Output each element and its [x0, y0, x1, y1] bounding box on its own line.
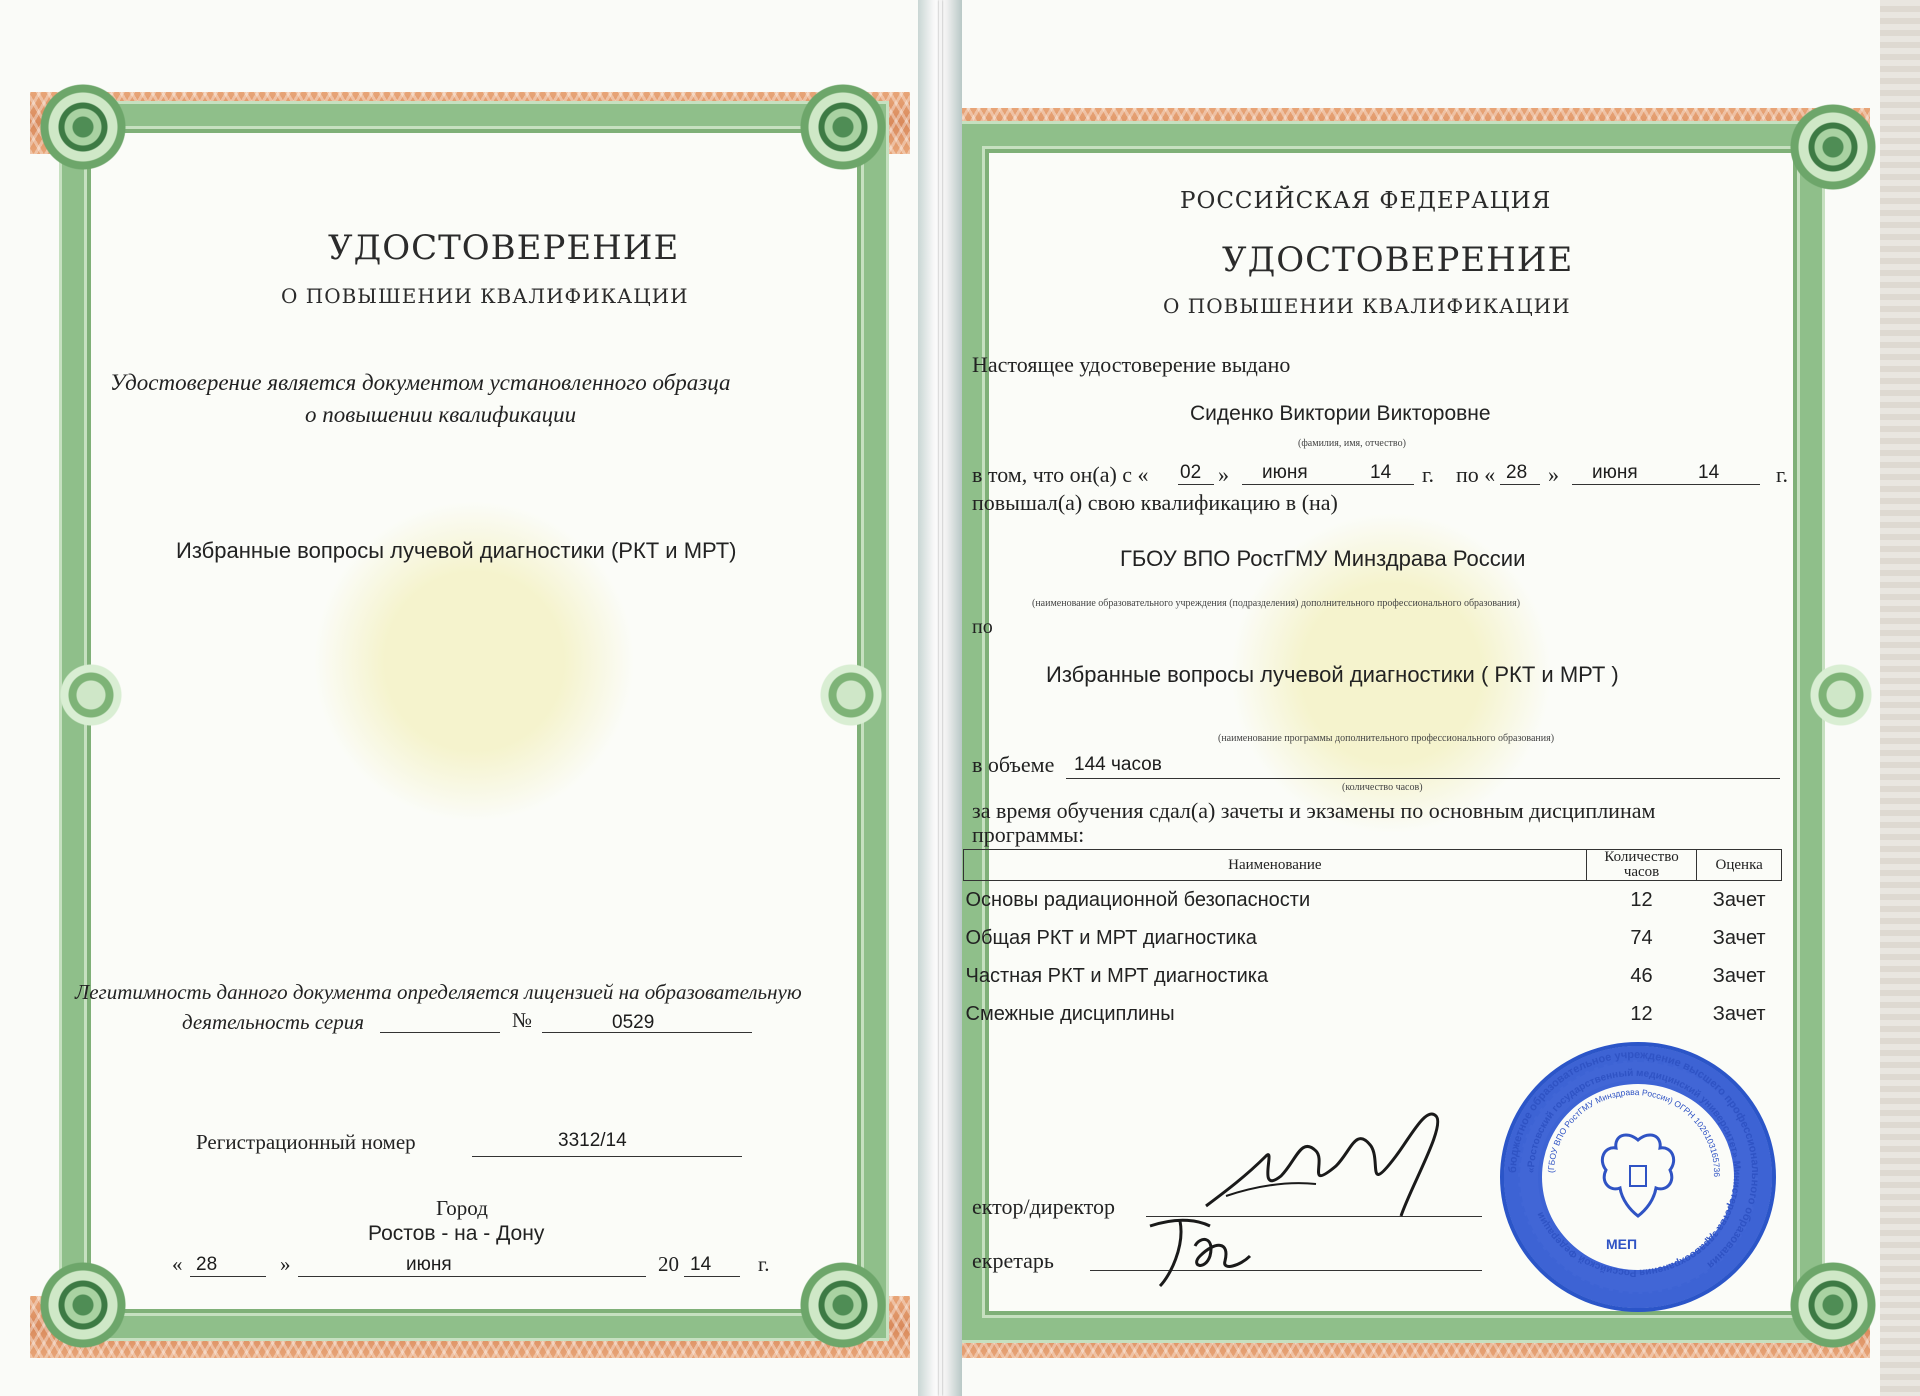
period-prefix: в том, что он(а) с «	[972, 462, 1149, 487]
end-month-year-line	[1572, 484, 1760, 485]
table-row	[964, 881, 1782, 920]
secretary-label: екретарь	[972, 1248, 1054, 1273]
seal-center-text: МЕП	[1606, 1236, 1638, 1252]
left-date-year-prefix: 20	[658, 1252, 679, 1276]
discipline-grade: Зачет	[1712, 888, 1766, 911]
legitimacy-line-1: Легитимность данного документа определяется лицензией на образовательную	[75, 980, 802, 1004]
volume-value: 144 часов	[1074, 754, 1162, 775]
city-label: Город	[436, 1196, 488, 1220]
year-unit-2: г.	[1776, 462, 1789, 487]
improved-label: повышал(а) свою квалификацию в (на)	[972, 490, 1338, 515]
table-row	[964, 919, 1782, 957]
seal-ring-text	[1500, 1042, 1768, 1304]
corner-rosette-icon	[1790, 104, 1876, 190]
start-month-year-line	[1242, 484, 1414, 485]
right-subtitle: О ПОВЫШЕНИИ КВАЛИФИКАЦИИ	[1163, 294, 1571, 318]
description-line-2: о повышении квалификации	[305, 402, 577, 427]
corner-rosette-icon	[1790, 1262, 1876, 1348]
left-date-day: 28	[196, 1254, 218, 1275]
corner-rosette-icon	[40, 84, 126, 170]
exams-line-2: программы:	[972, 822, 1085, 847]
discipline-name: Частная РКТ и МРТ диагностика	[965, 964, 1269, 987]
end-year: 14	[1698, 462, 1720, 483]
exams-line-1: за время обучения сдал(а) зачеты и экзамены по основным дисциплинам	[972, 798, 1656, 823]
table-row	[964, 957, 1782, 995]
left-date-month: июня	[406, 1254, 452, 1275]
registration-number: 3312/14	[558, 1130, 627, 1151]
seal-middle-text: «Ростовский государственный медицинский университет» Министерства здравоохранения Российской Федерации	[1525, 1067, 1743, 1279]
discipline-grade: Зачет	[1712, 1002, 1766, 1025]
start-year: 14	[1370, 462, 1392, 483]
left-date-year-line	[684, 1276, 740, 1277]
header-hours: Количество часов	[1586, 850, 1697, 881]
start-day-close-quote: »	[1218, 462, 1229, 487]
start-month: июня	[1262, 462, 1308, 483]
license-series-line	[380, 1032, 500, 1033]
corner-rosette-icon	[800, 1262, 886, 1348]
volume-label: в объеме	[972, 752, 1055, 777]
institution-caption: (наименование образовательного учреждения (подразделения) дополнительного профессионального образования)	[1032, 598, 1521, 609]
left-date-close-quote: »	[280, 1252, 291, 1276]
svg-text:«Ростовский государственный ме	[1526, 1068, 1742, 1278]
spine-cord	[939, 0, 942, 1396]
left-date-year-unit: г.	[758, 1252, 770, 1276]
cover-right-edge	[1880, 0, 1920, 1396]
end-day-close-quote: »	[1548, 462, 1559, 487]
corner-rosette-icon	[800, 84, 886, 170]
table-row	[964, 995, 1782, 1033]
end-month: июня	[1592, 462, 1638, 483]
discipline-name: Смежные дисциплины	[965, 1002, 1175, 1025]
license-number: 0529	[612, 1012, 655, 1033]
number-sign: №	[512, 1008, 533, 1032]
end-day: 28	[1506, 462, 1528, 483]
legitimacy-line-2-label: деятельность серия	[182, 1010, 364, 1034]
left-date-day-line	[190, 1276, 266, 1277]
seal-outer-text: бюджетное образовательное учреждение высшего профессионального образования	[1506, 1048, 1762, 1271]
header-grade: Оценка	[1697, 850, 1782, 881]
left-date-year-suffix: 14	[690, 1254, 712, 1275]
period-to: по «	[1456, 462, 1496, 487]
holder-name-caption: (фамилия, имя, отчество)	[1298, 438, 1406, 449]
volume-caption: (количество часов)	[1342, 782, 1423, 793]
right-title: УДОСТОВЕРЕНИЕ	[1222, 240, 1574, 280]
frame-rosette-icon	[56, 660, 126, 730]
frame-rosette-icon	[1806, 660, 1876, 730]
svg-text:(ГБОУ ВПО РостГМУ Минздрава Ро	[1546, 1087, 1722, 1178]
discipline-hours: 12	[1630, 888, 1653, 911]
description-line-1: Удостоверение является документом установленного образца	[110, 370, 731, 395]
left-program-name: Избранные вопросы лучевой диагностики (РКТ и МРТ)	[176, 538, 737, 563]
left-subtitle: О ПОВЫШЕНИИ КВАЛИФИКАЦИИ	[281, 284, 689, 308]
start-day: 02	[1180, 462, 1202, 483]
volume-line	[1066, 778, 1780, 779]
left-title: УДОСТОВЕРЕНИЕ	[328, 228, 680, 268]
po-label: по	[972, 616, 993, 638]
secretary-signature-icon	[1140, 1206, 1260, 1296]
disciplines-table	[963, 849, 1782, 1033]
table-header-row	[964, 850, 1782, 881]
discipline-name: Общая РКТ и МРТ диагностика	[965, 926, 1257, 949]
seal-inner-text: (ГБОУ ВПО РостГМУ Минздрава России) ОГРН 1026103165736	[1545, 1086, 1723, 1178]
registration-line	[472, 1156, 742, 1157]
institution-name: ГБОУ ВПО РостГМУ Минздрава России	[1120, 546, 1526, 571]
discipline-hours: 74	[1630, 926, 1653, 949]
frame-rosette-icon	[816, 660, 886, 730]
end-day-line	[1500, 484, 1540, 485]
discipline-hours: 46	[1630, 964, 1653, 987]
city-name: Ростов - на - Дону	[368, 1222, 545, 1245]
discipline-name: Основы радиационной безопасности	[965, 888, 1311, 911]
left-page	[0, 0, 940, 1396]
holder-name: Сиденко Виктории Викторовне	[1190, 402, 1491, 425]
program-caption: (наименование программы дополнительного профессионального образования)	[1218, 733, 1555, 744]
discipline-grade: Зачет	[1712, 964, 1766, 987]
registration-label: Регистрационный номер	[196, 1130, 416, 1154]
corner-rosette-icon	[40, 1262, 126, 1348]
left-date-month-line	[298, 1276, 646, 1277]
year-unit-1: г.	[1422, 462, 1435, 487]
left-date-open-quote: «	[172, 1252, 183, 1276]
issued-to-label: Настоящее удостоверение выдано	[972, 352, 1291, 377]
rector-label: ектор/директор	[972, 1194, 1116, 1219]
discipline-grade: Зачет	[1712, 926, 1766, 949]
header-name: Наименование	[964, 850, 1587, 881]
start-day-line	[1178, 484, 1214, 485]
discipline-hours: 12	[1630, 1002, 1653, 1025]
svg-text:бюджетное образовательное учре	[1507, 1049, 1761, 1271]
right-program-name: Избранные вопросы лучевой диагностики ( РКТ и МРТ )	[1046, 662, 1619, 687]
country-name: РОССИЙСКАЯ ФЕДЕРАЦИЯ	[1180, 188, 1552, 214]
